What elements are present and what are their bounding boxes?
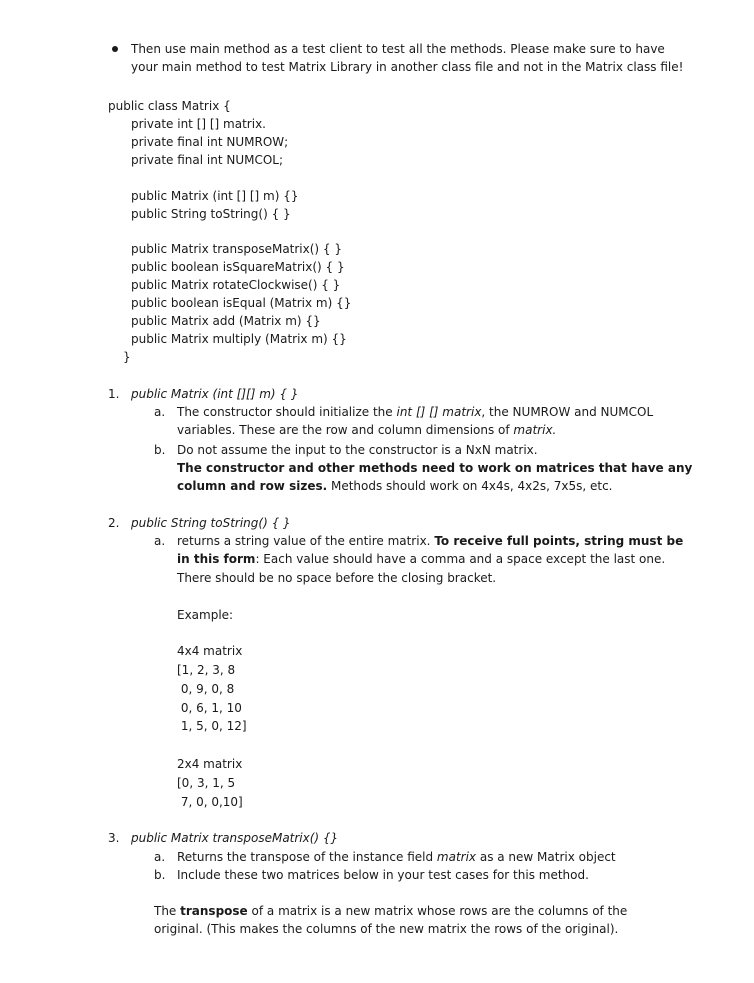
code-class-decl: public class Matrix {: [108, 99, 231, 113]
code-method: public Matrix rotateClockwise() { }: [131, 278, 341, 292]
s3-a-line: Returns the transpose of the instance field matrix as a new Matrix object: [177, 850, 616, 864]
intro-line-1: Then use main method as a test client to test all the methods. Please make sure to have: [131, 42, 665, 56]
s2-a-letter: a.: [154, 534, 166, 548]
s3-number: 3.: [108, 831, 120, 845]
s2-example-label: Example:: [177, 608, 234, 622]
code-method: public Matrix transposeMatrix() { }: [131, 242, 343, 256]
intro-line-2: your main method to test Matrix Library in another class file and not in the Matrix class file!: [131, 60, 684, 74]
s3-paragraph-line-1: The transpose of a matrix is a new matrix whose rows are the columns of the: [154, 904, 628, 918]
s2-a-line-3: There should be no space before the closing bracket.: [177, 571, 497, 585]
code-close-brace: }: [123, 350, 131, 364]
s1-a-line-1: The constructor should initialize the int [] [] matrix, the NUMROW and NUMCOL: [177, 405, 654, 419]
s2-number: 2.: [108, 516, 120, 530]
s2-ex1-row: 0, 9, 0, 8: [177, 682, 235, 696]
s2-a-line-2: in this form: Each value should have a comma and a space except the last one.: [177, 552, 666, 566]
s1-b-line-2: The constructor and other methods need to work on matrices that have any: [177, 461, 693, 475]
s1-b-line-3: column and row sizes. Methods should work on 4x4s, 4x2s, 7x5s, etc.: [177, 479, 613, 493]
s2-ex1-row: [1, 2, 3, 8: [177, 663, 236, 677]
s3-paragraph-line-2: original. (This makes the columns of the new matrix the rows of the original).: [154, 922, 619, 936]
code-method: public Matrix multiply (Matrix m) {}: [131, 332, 347, 346]
s3-b-letter: b.: [154, 868, 166, 882]
s2-ex2-row: 7, 0, 0,10]: [177, 795, 243, 809]
bullet-dot: [112, 46, 118, 52]
s2-ex2-row: [0, 3, 1, 5: [177, 776, 236, 790]
code-method: public boolean isSquareMatrix() { }: [131, 260, 345, 274]
code-constructor: public Matrix (int [] [] m) {}: [131, 189, 299, 203]
s2-ex1-label: 4x4 matrix: [177, 644, 243, 658]
s2-a-line-1: returns a string value of the entire matrix. To receive full points, string must be: [177, 534, 684, 548]
s1-title: public Matrix (int [][] m) { }: [131, 387, 299, 401]
s3-a-letter: a.: [154, 850, 166, 864]
s1-b-line-1: Do not assume the input to the constructor is a NxN matrix.: [177, 443, 538, 457]
code-method: public boolean isEqual (Matrix m) {}: [131, 296, 352, 310]
s1-number: 1.: [108, 387, 120, 401]
code-field: private final int NUMCOL;: [131, 153, 284, 167]
s3-b-line: Include these two matrices below in your test cases for this method.: [177, 868, 589, 882]
s1-a-line-2: variables. These are the row and column dimensions of matrix.: [177, 423, 557, 437]
code-field: private final int NUMROW;: [131, 135, 289, 149]
code-field: private int [] [] matrix.: [131, 117, 266, 131]
s2-ex1-row: 0, 6, 1, 10: [177, 701, 242, 715]
code-constructor: public String toString() { }: [131, 207, 291, 221]
s1-a-letter: a.: [154, 405, 166, 419]
code-method: public Matrix add (Matrix m) {}: [131, 314, 321, 328]
s2-ex2-label: 2x4 matrix: [177, 757, 243, 771]
s3-title: public Matrix transposeMatrix() {}: [131, 831, 339, 845]
s2-ex1-row: 1, 5, 0, 12]: [177, 719, 247, 733]
s2-title: public String toString() { }: [131, 516, 291, 530]
s1-b-letter: b.: [154, 443, 166, 457]
